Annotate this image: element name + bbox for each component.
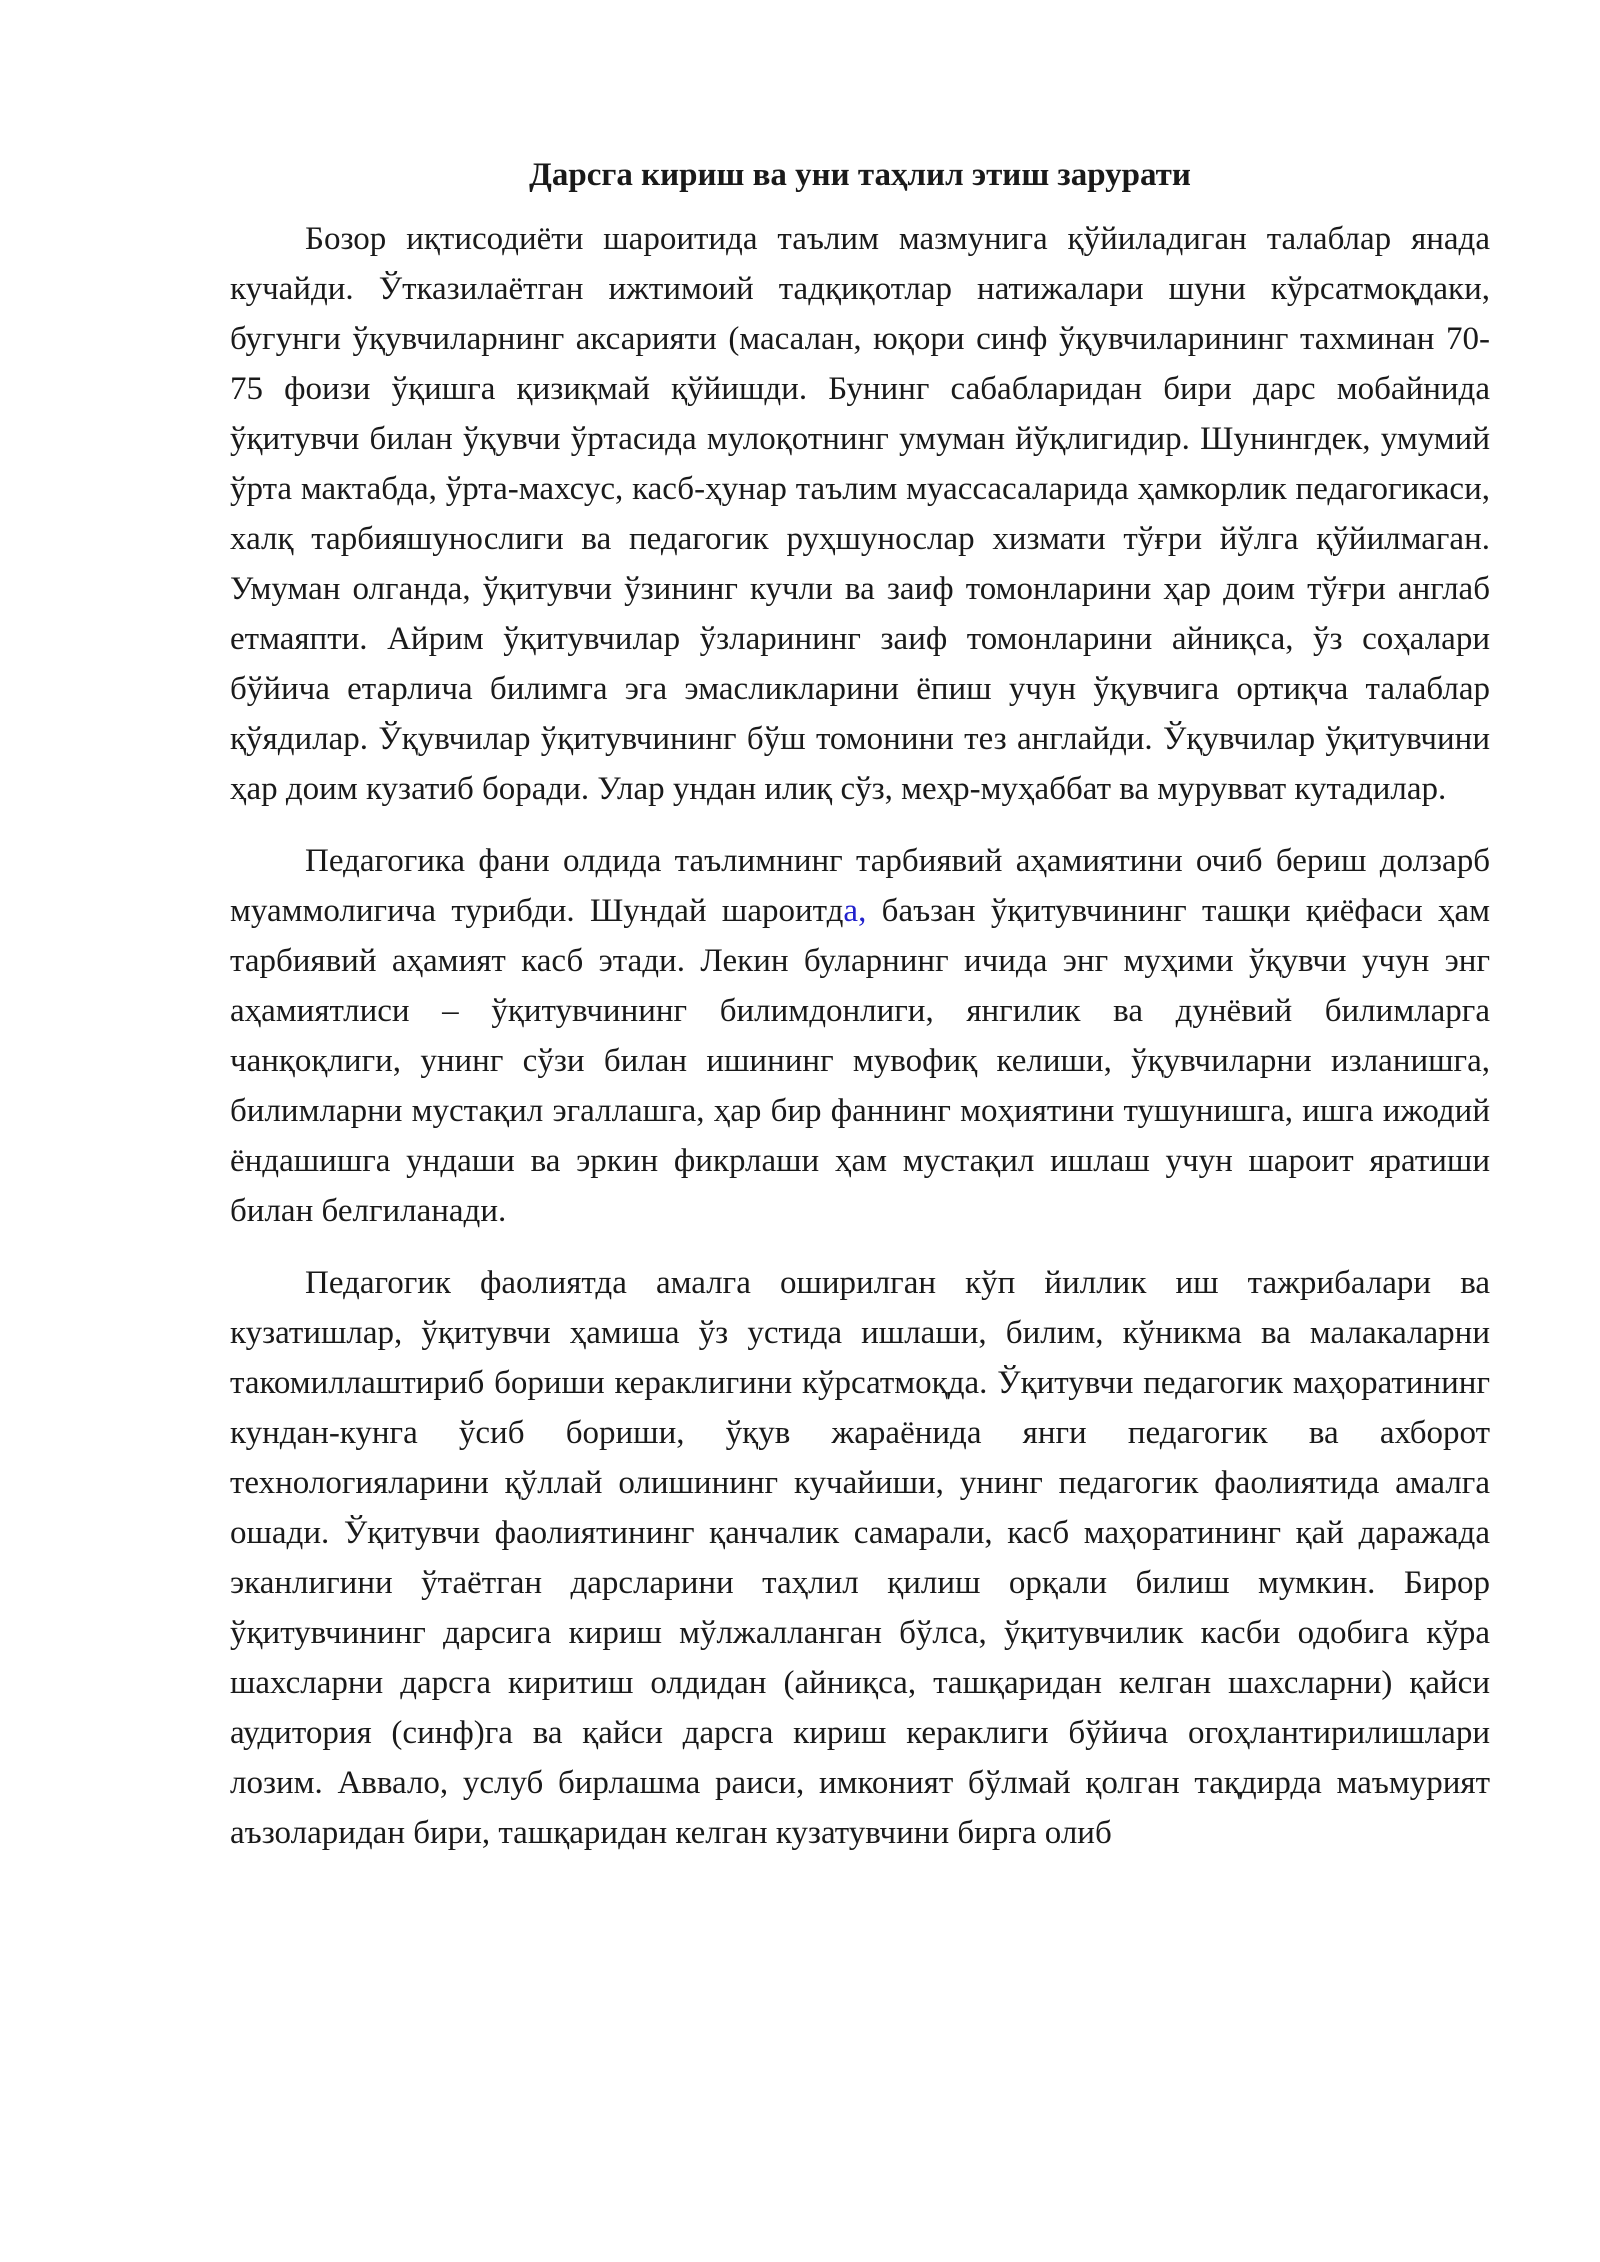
paragraph-3: Педагогик фаолиятда амалга оширилган кўп йиллик иш тажрибалари ва кузатишлар, ўқитувчи ҳамиша ўз устида ишлаши, билим, кўникма ва малакаларни такомиллаштириб бориши кераклигини кўрсатмоқда. Ўқитувчи педагогик маҳоратининг кундан-кунга ўсиб бориши, ўқув жараёнида янги педагогик ва ахборот технологияларини қўллай олишининг кучайиши, унинг педагогик фаолиятида амалга ошади. Ўқитувчи фаолиятининг қанчалик самарали, касб маҳоратининг қай даражада эканлигини ўтаётган дарсларини таҳлил қилиш орқали билиш мумкин. Бирор ўқитувчининг дарсига кириш мўлжалланган бўлса, ўқитувчилик касби одобига кўра шахсларни дарсга киритиш олдидан (айниқса, ташқаридан келган шахсларни) қайси аудитория (синф)га ва қайси дарсга кириш кераклиги бўйича огоҳлантирилишлари лозим. Аввало, услуб бирлашма раиси, имконият бўлмай қолган тақдирда маъмурият аъзоларидан бири, ташқаридан келган кузатувчини бирга олиб	[230, 1265, 1490, 1851]
paragraph-1: Бозор иқтисодиёти шароитида таълим мазмунига қўйиладиган талаблар янада кучайди. Ўтказилаётган ижтимоий тадқиқотлар натижалари шуни кўрсатмоқдаки, бугунги ўқувчиларнинг аксарияти (масалан, юқори синф ўқувчиларининг тахминан 70-75 фоизи ўқишга қизиқмай қўйишди. Бунинг сабабларидан бири дарс мобайнида ўқитувчи билан ўқувчи ўртасида мулоқотнинг умуман йўқлигидир. Шунингдек, умумий ўрта мактабда, ўрта-махсус, касб-ҳунар таълим муассасаларида ҳамкорлик педагогикаси, халқ тарбияшунослиги ва педагогик руҳшунослар хизмати тўғри йўлга қўйилмаган. Умуман олганда, ўқитувчи ўзининг кучли ва заиф томонларини ҳар доим тўғри англаб етмаяпти. Айрим ўқитувчилар ўзларининг заиф томонларини айниқса, ўз соҳалари бўйича етарлича билимга эга эмасликларини ёпиш учун ўқувчига ортиқча талаблар қўядилар. Ўқувчилар ўқитувчининг бўш томонини тез англайди. Ўқувчилар ўқитувчини ҳар доим кузатиб боради. Улар ундан илиқ сўз, меҳр-муҳаббат ва мурувват кутадилар.	[230, 221, 1490, 807]
paragraph-2-text-before: Педагогика фани олдида таълимнинг тарбиявий аҳамиятини очиб бериш долзарб муаммолигича турибди. Шундай шароитд	[230, 843, 1490, 929]
document-title: Дарсга кириш ва уни таҳлил этиш зарурати	[529, 157, 1191, 193]
paragraph-2-highlight: а,	[843, 893, 867, 929]
document-body	[230, 150, 1490, 1880]
paragraph-2	[230, 836, 1490, 1236]
paragraph-2-text-after: баъзан ўқитувчининг ташқи қиёфаси ҳам тарбиявий аҳамият касб этади. Лекин буларнинг ичида энг муҳими ўқувчи учун энг аҳамиятлиси – ўқитувчининг билимдонлиги, янгилик ва дунёвий билимларга чанқоқлиги, унинг сўзи билан ишининг мувофиқ келиши, ўқувчиларни изланишга, билимларни мустақил эгаллашга, ҳар бир фаннинг моҳиятини тушунишга, ишга ижодий ёндашишга ундаши ва эркин фикрлаши ҳам мустақил ишлаш учун шароит яратиши билан белгиланади.	[230, 893, 1490, 1229]
